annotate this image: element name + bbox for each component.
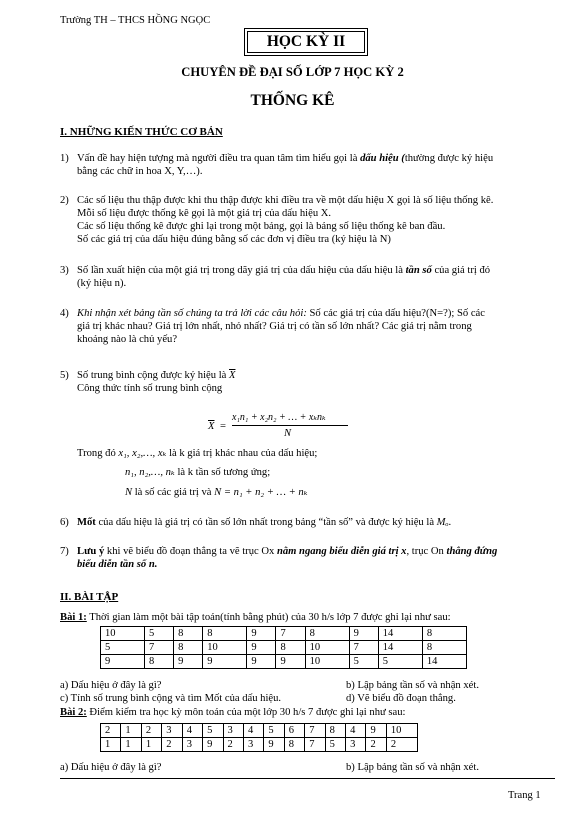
text: Thời gian làm một bài tập toán(tính bằng phút) của 30 h/s lớp 7 được ghi lại như sau: <box>86 612 451 623</box>
text: Số các giá trị của dấu hiệu đúng bằng số các đơn vị điều tra (ký hiệu là N) <box>77 234 391 245</box>
text: . <box>448 517 452 528</box>
table-cell: 9 <box>101 655 145 669</box>
document-topic: THỐNG KÊ <box>250 92 335 109</box>
item-5 <box>60 369 550 395</box>
formula-numerator: x₁n₁ + x₂n₂ + … + xₖnₖ <box>232 412 326 423</box>
table-cell: 8 <box>276 641 305 655</box>
table-row <box>101 627 467 641</box>
table-cell: 9 <box>174 655 203 669</box>
text: là k tần số tương ứng; <box>174 467 271 478</box>
formula-denominator: N <box>284 428 292 439</box>
table-cell: 8 <box>203 627 247 641</box>
text: Số trung bình cộng được ký hiệu là <box>77 370 229 381</box>
table-cell: 10 <box>386 724 417 738</box>
table-cell: 10 <box>305 655 349 669</box>
table-cell: 3 <box>346 738 366 752</box>
table-cell: 5 <box>203 724 223 738</box>
exercise-label: Bài 2: <box>60 707 87 718</box>
table-cell: 2 <box>101 724 121 738</box>
table-cell: 8 <box>145 655 174 669</box>
table-row <box>101 724 418 738</box>
math: N = n₁ + n₂ + … + nₖ <box>214 487 308 498</box>
table-row <box>101 655 467 669</box>
text: Số các giá trị của dấu hiệu?(N=?); Số các <box>306 308 485 319</box>
table-cell: 8 <box>325 724 345 738</box>
table-cell: 7 <box>305 738 325 752</box>
math: Mₒ <box>436 517 449 528</box>
table-cell: 5 <box>145 627 174 641</box>
text: Số lần xuất hiện của một giá trị trong dãy giá trị của dấu hiệu của dấu hiệu là <box>77 265 406 276</box>
text: khoảng nào là chủ yếu? <box>77 334 178 345</box>
exercise-1-data-table <box>100 626 467 669</box>
text: của giá trị đó <box>431 265 491 276</box>
table-cell: 9 <box>264 738 284 752</box>
table-cell: 8 <box>174 627 203 641</box>
table-cell: 2 <box>366 738 386 752</box>
table-cell: 4 <box>346 724 366 738</box>
table-cell: 1 <box>121 724 141 738</box>
table-cell: 8 <box>305 627 349 641</box>
table-cell: 4 <box>182 724 202 738</box>
table-cell: 6 <box>284 724 304 738</box>
math: x₁, x₂,…, xₖ <box>118 448 167 459</box>
table-cell: 14 <box>422 655 466 669</box>
text: Công thức tính số trung bình cộng <box>77 383 223 394</box>
table-cell: 2 <box>141 724 161 738</box>
term: tần số <box>405 265 432 276</box>
text: Mỗi số liệu được thống kê gọi là một giá trị của dấu hiệu X. <box>77 208 332 219</box>
item-number: 6) <box>60 517 69 528</box>
table-cell: 5 <box>349 655 378 669</box>
text: Vấn đề hay hiện tượng mà người điều tra quan tâm tìm hiểu gọi là <box>77 153 361 164</box>
table-cell: 4 <box>243 724 263 738</box>
text: Các số liệu thu thập được khi thu thập được khi điều tra về một dấu hiệu X gọi là số liệu thống kê. <box>77 195 494 206</box>
text: khi vẽ biểu đồ đoạn thẳng ta vẽ trục Ox <box>104 546 277 557</box>
text: Trong đó <box>77 448 119 459</box>
section-2-heading: II. BÀI TẬP <box>60 591 119 603</box>
table-cell: 2 <box>386 738 417 752</box>
table-cell: 7 <box>276 627 305 641</box>
term: thẳng đứng <box>446 546 498 557</box>
table-cell: 9 <box>276 655 305 669</box>
exercise-label: Bài 1: <box>60 612 87 623</box>
table-cell: 8 <box>284 738 304 752</box>
table-cell: 1 <box>141 738 161 752</box>
table-cell: 9 <box>349 627 378 641</box>
text: Các số liệu thống kê được ghi lại trong một bảng, gọi là bảng số liệu thống kê ban đầu. <box>77 221 446 232</box>
text: thường được ký hiệu <box>404 153 494 164</box>
table-cell: 9 <box>247 627 276 641</box>
table-cell: 9 <box>366 724 386 738</box>
school-name: Trường TH – THCS HỒNG NGỌC <box>60 15 211 26</box>
term: biểu diễn tần số n. <box>77 559 158 570</box>
where-line-1 <box>77 447 317 460</box>
table-cell: 3 <box>243 738 263 752</box>
item-number: 4) <box>60 308 69 319</box>
term: dấu hiệu ( <box>360 153 405 164</box>
table-cell: 10 <box>101 627 145 641</box>
semester-title-box <box>244 28 368 56</box>
footer-rule <box>60 778 555 779</box>
term: Mốt <box>77 517 96 528</box>
table-cell: 14 <box>378 641 422 655</box>
table-cell: 5 <box>264 724 284 738</box>
table-cell: 5 <box>378 655 422 669</box>
exercise-1-question-a: a) Dấu hiệu ở đây là gì? <box>60 680 162 691</box>
section-1-heading: I. NHỮNG KIẾN THỨC CƠ BẢN <box>60 126 223 138</box>
table-cell: 7 <box>349 641 378 655</box>
text: của dấu hiệu là giá trị có tần số lớn nhất trong bảng “tần số” và được ký hiệu là <box>95 517 437 528</box>
exercise-2-data-table <box>100 723 418 752</box>
table-cell: 9 <box>247 655 276 669</box>
table-cell: 7 <box>145 641 174 655</box>
table-cell: 3 <box>223 724 243 738</box>
table-cell: 9 <box>203 738 223 752</box>
table-row <box>101 641 467 655</box>
document-subtitle: CHUYÊN ĐỀ ĐẠI SỐ LỚP 7 HỌC KỲ 2 <box>181 65 404 79</box>
table-cell: 10 <box>305 641 349 655</box>
table-cell: 9 <box>247 641 276 655</box>
exercise-2-question-a: a) Dấu hiệu ở đây là gì? <box>60 762 162 773</box>
text: là số các giá trị và <box>132 487 215 498</box>
table-cell: 8 <box>174 641 203 655</box>
math: n₁, n₂,…, nₖ <box>125 467 175 478</box>
table-cell: 2 <box>162 738 182 752</box>
formula-lhs: $\overline{X}$ <box>208 421 215 432</box>
item-7 <box>60 545 550 571</box>
text: (ký hiệu n). <box>77 278 127 289</box>
text: bằng các chữ in hoa X, Y,…). <box>77 166 203 177</box>
table-cell: 2 <box>223 738 243 752</box>
text: Khi nhận xét bảng tần số chúng ta trả lời các câu hỏi: <box>77 308 307 319</box>
mean-symbol: $\overline{X}$ <box>229 370 236 381</box>
table-cell: 14 <box>378 627 422 641</box>
table-cell: 8 <box>422 641 466 655</box>
term: nằm ngang biểu diễn giá trị x <box>276 546 407 557</box>
table-cell: 1 <box>121 738 141 752</box>
term: Lưu ý <box>77 546 105 557</box>
semester-title: HỌC KỲ II <box>247 31 365 53</box>
formula-equals: = <box>220 421 226 432</box>
exercise-2-title <box>60 706 405 719</box>
item-number: 7) <box>60 546 69 557</box>
text: Điểm kiểm tra học kỳ môn toán của một lớp 30 h/s 7 được ghi lại như sau: <box>86 707 406 718</box>
exercise-1-title <box>60 611 451 624</box>
table-cell: 9 <box>203 655 247 669</box>
item-number: 1) <box>60 153 69 164</box>
fraction-bar <box>232 425 348 426</box>
exercise-1-question-b: b) Lập bảng tần số và nhận xét. <box>346 680 479 691</box>
item-1 <box>60 152 550 178</box>
table-cell: 1 <box>101 738 121 752</box>
item-3 <box>60 264 550 290</box>
math: N <box>125 487 133 498</box>
item-number: 2) <box>60 195 69 206</box>
table-cell: 5 <box>101 641 145 655</box>
table-cell: 3 <box>182 738 202 752</box>
table-cell: 8 <box>422 627 466 641</box>
item-number: 5) <box>60 370 69 381</box>
text: , trục On <box>406 546 447 557</box>
where-line-3 <box>125 486 308 499</box>
text: giá trị khác nhau? Giá trị lớn nhất, nhỏ nhất? Giá trị có tần số lớn nhất? Các giá trị nằm trong <box>77 321 472 332</box>
item-6 <box>60 516 550 529</box>
table-cell: 7 <box>305 724 325 738</box>
where-line-2 <box>125 466 270 479</box>
table-cell: 5 <box>325 738 345 752</box>
page-number: Trang 1 <box>508 790 541 801</box>
table-row <box>101 738 418 752</box>
table-cell: 10 <box>203 641 247 655</box>
table-cell: 3 <box>162 724 182 738</box>
item-2 <box>60 194 550 246</box>
exercise-1-question-d: d) Vẽ biểu đồ đoạn thẳng. <box>346 693 456 704</box>
item-number: 3) <box>60 265 69 276</box>
item-4 <box>60 307 550 346</box>
exercise-1-question-c: c) Tính số trung bình cộng và tìm Mốt của dấu hiệu. <box>60 693 282 704</box>
exercise-2-question-b: b) Lập bảng tần số và nhận xét. <box>346 762 479 773</box>
text: là k giá trị khác nhau của dấu hiệu; <box>166 448 318 459</box>
